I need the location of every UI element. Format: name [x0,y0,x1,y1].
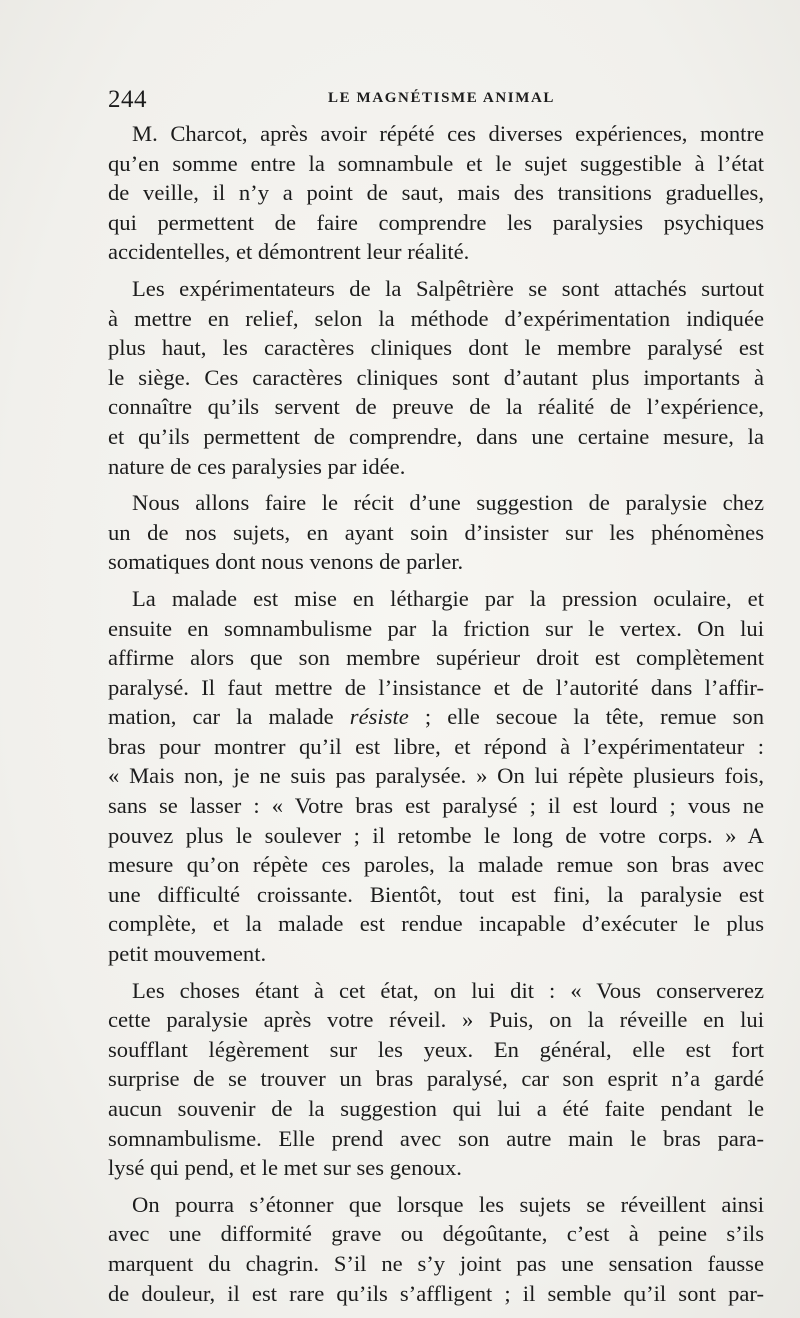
paragraph [108,976,764,1183]
text-line: nature de ces paralysies par idée. [108,453,406,479]
text-line: On pourra s’étonner que lorsque les sujets se réveillent ainsi [132,1191,764,1217]
text-line: à mettre en relief, selon la méthode d’expérimentation indiquée [108,305,764,331]
text-line: lysé qui pend, et le met sur ses genoux. [108,1155,462,1181]
text-line: mesure qu’on répète ces paroles, la malade remue son bras avec [108,852,764,878]
text-line: affirme alors que son membre supérieur droit est complètement [108,645,764,671]
paragraph [108,488,764,577]
text-line: pouvez plus le soulever ; il retombe le long de votre corps. » A [108,822,764,848]
text-fragment: mation, car la malade [108,704,334,730]
text-line: somatiques dont nous venons de parler. [108,549,464,575]
paragraph [108,584,764,969]
text-line: accidentelles, et démontrent leur réalité. [108,239,470,265]
text-line: un de nos sujets, en ayant soin d’insister sur les phénomènes [108,519,764,545]
text-line: M. Charcot, après avoir répété ces diverses expériences, montre [132,121,764,146]
running-head: LE MAGNÉTISME ANIMAL [328,90,556,106]
text-line: La malade est mise en léthargie par la pression oculaire, et [132,585,764,611]
italic-word: résiste [349,704,409,730]
paragraph [108,119,764,267]
text-line: somnambulisme. Elle prend avec son autre main le bras para- [108,1125,764,1151]
text-line: paralysé. Il faut mettre de l’insistance et de l’autorité dans l’affir- [108,674,764,700]
text-line: ensuite en somnambulisme par la friction sur le vertex. On lui [108,615,764,641]
text-line: qui permettent de faire comprendre les paralysies psychiques [108,209,764,235]
text-line: une difficulté croissante. Bientôt, tout est fini, la paralysie est [108,881,764,907]
page-number: 244 [108,86,147,113]
paragraph [108,1190,764,1308]
text-line: avec une difformité grave ou dégoûtante, c’est à peine s’ils [108,1221,764,1247]
text-line: et qu’ils permettent de comprendre, dans une certaine mesure, la [108,423,764,449]
text-line: aucun souvenir de la suggestion qui lui a été faite pendant le [108,1096,764,1121]
page-header [108,86,763,116]
text-line-with-italic [108,702,764,732]
text-line: petit mouvement. [108,941,267,967]
text-fragment: ; elle secoue la tête, remue son [408,704,765,730]
text-line: Nous allons faire le récit d’une suggestion de paralysie chez [132,490,764,516]
text-line: marquent du chagrin. S’il ne s’y joint pas une sensation fausse [108,1250,764,1276]
text-line: de veille, il n’y a point de saut, mais des transitions graduelles, [108,180,764,206]
text-line: Les expérimentateurs de la Salpêtrière se sont attachés surtout [132,275,764,301]
text-line: « Mais non, je ne suis pas paralysée. » On lui répète plusieurs fois, [108,763,764,789]
text-line: soufflant légèrement sur les yeux. En général, elle est fort [108,1036,764,1062]
text-line: qu’en somme entre la somnambule et le sujet suggestible à l’état [108,150,764,176]
text-line: surprise de se trouver un bras paralysé, car son esprit n’a gardé [108,1066,764,1092]
text-line: complète, et la malade est rendue incapable d’exécuter le plus [108,911,764,937]
text-line: plus haut, les caractères cliniques dont le membre paralysé est [108,335,764,361]
text-line: Les choses étant à cet état, on lui dit : « Vous conserverez [132,977,764,1003]
body-text [108,119,764,1315]
text-line: de douleur, il est rare qu’ils s’affligent ; il semble qu’il sont par- [108,1280,764,1306]
text-line: sans se lasser : « Votre bras est paralysé ; il est lourd ; vous ne [108,793,764,819]
text-line: connaître qu’ils servent de preuve de la réalité de l’expérience, [108,394,764,420]
text-line: cette paralysie après votre réveil. » Puis, on la réveille en lui [108,1007,764,1033]
text-line: le siège. Ces caractères cliniques sont d’autant plus importants à [108,364,764,390]
text-line: bras pour montrer qu’il est libre, et répond à l’expérimentateur : [108,733,764,759]
paragraph [108,274,764,481]
